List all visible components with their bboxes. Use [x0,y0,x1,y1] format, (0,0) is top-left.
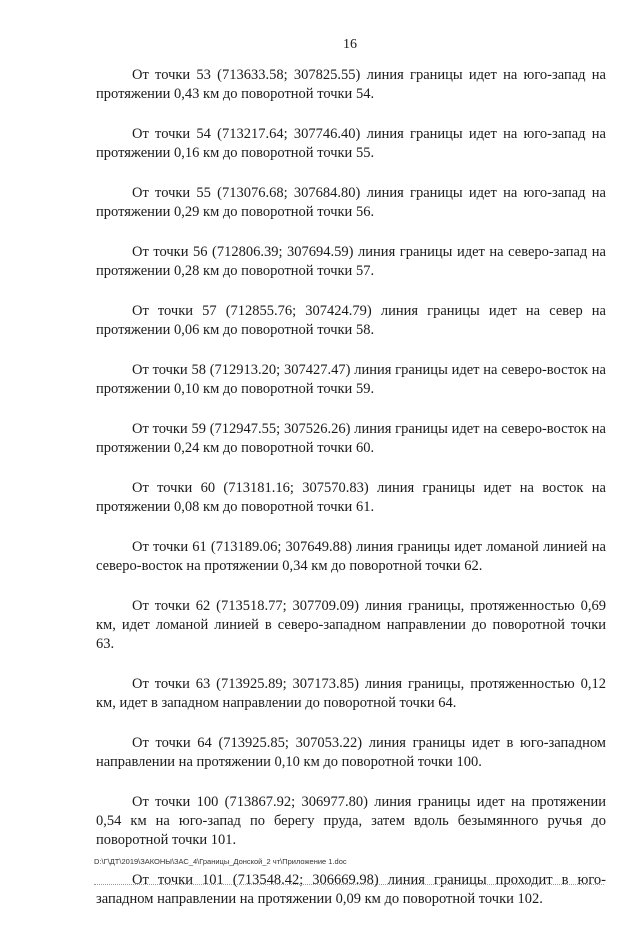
paragraph-point-63: От точки 63 (713925.89; 307173.85) линия границы, протяженностью 0,12 км, идет в западном направлении до поворотной точки 64. [96,676,606,711]
paragraph-point-59: От точки 59 (712947.55; 307526.26) линия границы идет на северо-восток на протяжении 0,24 км до поворотной точки 60. [96,421,606,456]
paragraph-point-62: От точки 62 (713518.77; 307709.09) линия границы, протяженностью 0,69 км, идет ломаной линией в северо-западном направлении до поворотной точки 63. [96,598,606,652]
paragraph-point-61: От точки 61 (713189.06; 307649.88) линия границы идет ломаной линией на северо-восток на протяжении 0,34 км до поворотной точки 62. [96,539,606,574]
document-body [96,66,606,930]
footer-file-path: D:\Г\ДТ\2019\ЗАКОНЫ\ЗАС_4\Границы_Донской_2 чт\Приложение 1.doc [94,857,347,866]
paragraph-point-64: От точки 64 (713925.85; 307053.22) линия границы идет в юго-западном направлении на протяжении 0,10 км до поворотной точки 100. [96,735,606,770]
bottom-divider [94,884,604,885]
paragraph-point-57: От точки 57 (712855.76; 307424.79) линия границы идет на север на протяжении 0,06 км до поворотной точки 58. [96,303,606,338]
paragraph-point-53: От точки 53 (713633.58; 307825.55) линия границы идет на юго-запад на протяжении 0,43 км до поворотной точки 54. [96,67,606,102]
paragraph-point-100: От точки 100 (713867.92; 306977.80) линия границы идет на протяжении 0,54 км на юго-запад по берегу пруда, затем вдоль безымянного ручья до поворотной точки 101. [96,794,606,848]
paragraph-point-56: От точки 56 (712806.39; 307694.59) линия границы идет на северо-запад на протяжении 0,28 км до поворотной точки 57. [96,244,606,279]
paragraph-point-55: От точки 55 (713076.68; 307684.80) линия границы идет на юго-запад на протяжении 0,29 км до поворотной точки 56. [96,185,606,220]
page-number: 16 [343,37,357,52]
paragraph-point-101: От точки 101 (713548.42; 306669.98) линия границы проходит в юго-западном направлении на протяжении 0,09 км до поворотной точки 102. [96,872,606,907]
paragraph-point-58: От точки 58 (712913.20; 307427.47) линия границы идет на северо-восток на протяжении 0,10 км до поворотной точки 59. [96,362,606,397]
paragraph-point-60: От точки 60 (713181.16; 307570.83) линия границы идет на восток на протяжении 0,08 км до поворотной точки 61. [96,480,606,515]
paragraph-point-54: От точки 54 (713217.64; 307746.40) линия границы идет на юго-запад на протяжении 0,16 км до поворотной точки 55. [96,126,606,161]
